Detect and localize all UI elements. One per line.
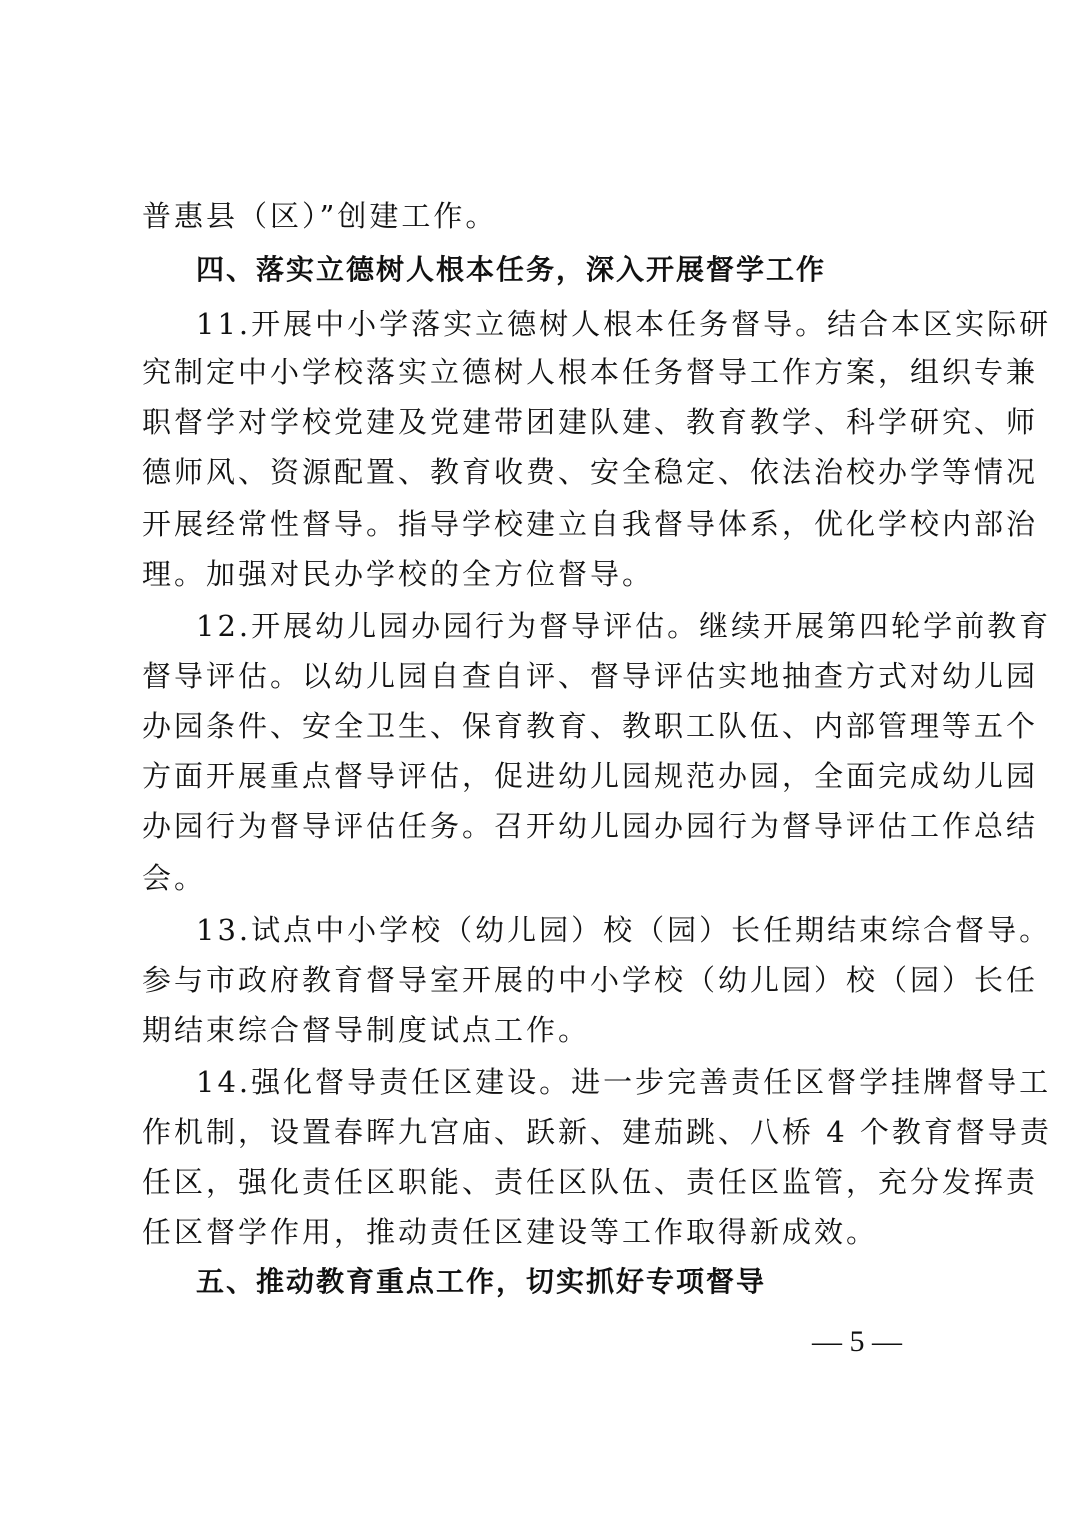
item-11-line: 职督学对学校党建及党建带团建队建、教育教学、科学研究、师: [142, 405, 1039, 439]
item-12-line: 办园行为督导评估任务。召开幼儿园办园行为督导评估工作总结: [142, 809, 1039, 843]
section-heading-5: 五、推动教育重点工作，切实抓好专项督导: [196, 1265, 767, 1298]
item-11-line: 德师风、资源配置、教育收费、安全稳定、依法治校办学等情况: [142, 455, 1039, 489]
item-11-line: 开展经常性督导。指导学校建立自我督导体系，优化学校内部治: [142, 507, 1039, 541]
item-12-line: 会。: [142, 861, 207, 895]
item-11-line: 11.开展中小学落实立德树人根本任务督导。结合本区实际研: [196, 307, 1052, 341]
item-14-line: 14.强化督导责任区建设。进一步完善责任区督学挂牌督导工: [196, 1065, 1052, 1099]
item-14-line: 任区督学作用，推动责任区建设等工作取得新成效。: [142, 1215, 879, 1249]
body-text-line: 普惠县（区）”创建工作。: [142, 199, 498, 233]
page-number: — 5 —: [812, 1325, 902, 1358]
item-12-line: 督导评估。以幼儿园自查自评、督导评估实地抽查方式对幼儿园: [142, 659, 1039, 693]
item-12-line: 办园条件、安全卫生、保育教育、教职工队伍、内部管理等五个: [142, 709, 1039, 743]
item-14-line: 任区，强化责任区职能、责任区队伍、责任区监管，充分发挥责: [142, 1165, 1039, 1199]
item-11-line: 理。加强对民办学校的全方位督导。: [142, 557, 655, 591]
item-12-line: 12.开展幼儿园办园行为督导评估。继续开展第四轮学前教育: [196, 609, 1052, 643]
item-14-line: 作机制，设置春晖九宫庙、跃新、建茄跳、八桥 4 个教育督导责: [142, 1115, 1052, 1149]
item-13-line: 参与市政府教育督导室开展的中小学校（幼儿园）校（园）长任: [142, 963, 1039, 997]
section-heading-4: 四、落实立德树人根本任务，深入开展督学工作: [196, 253, 827, 286]
item-13-line: 期结束综合督导制度试点工作。: [142, 1013, 591, 1047]
item-12-line: 方面开展重点督导评估，促进幼儿园规范办园，全面完成幼儿园: [142, 759, 1039, 793]
item-13-line: 13.试点中小学校（幼儿园）校（园）长任期结束综合督导。: [196, 913, 1052, 947]
item-11-line: 究制定中小学校落实立德树人根本任务督导工作方案，组织专兼: [142, 355, 1039, 389]
